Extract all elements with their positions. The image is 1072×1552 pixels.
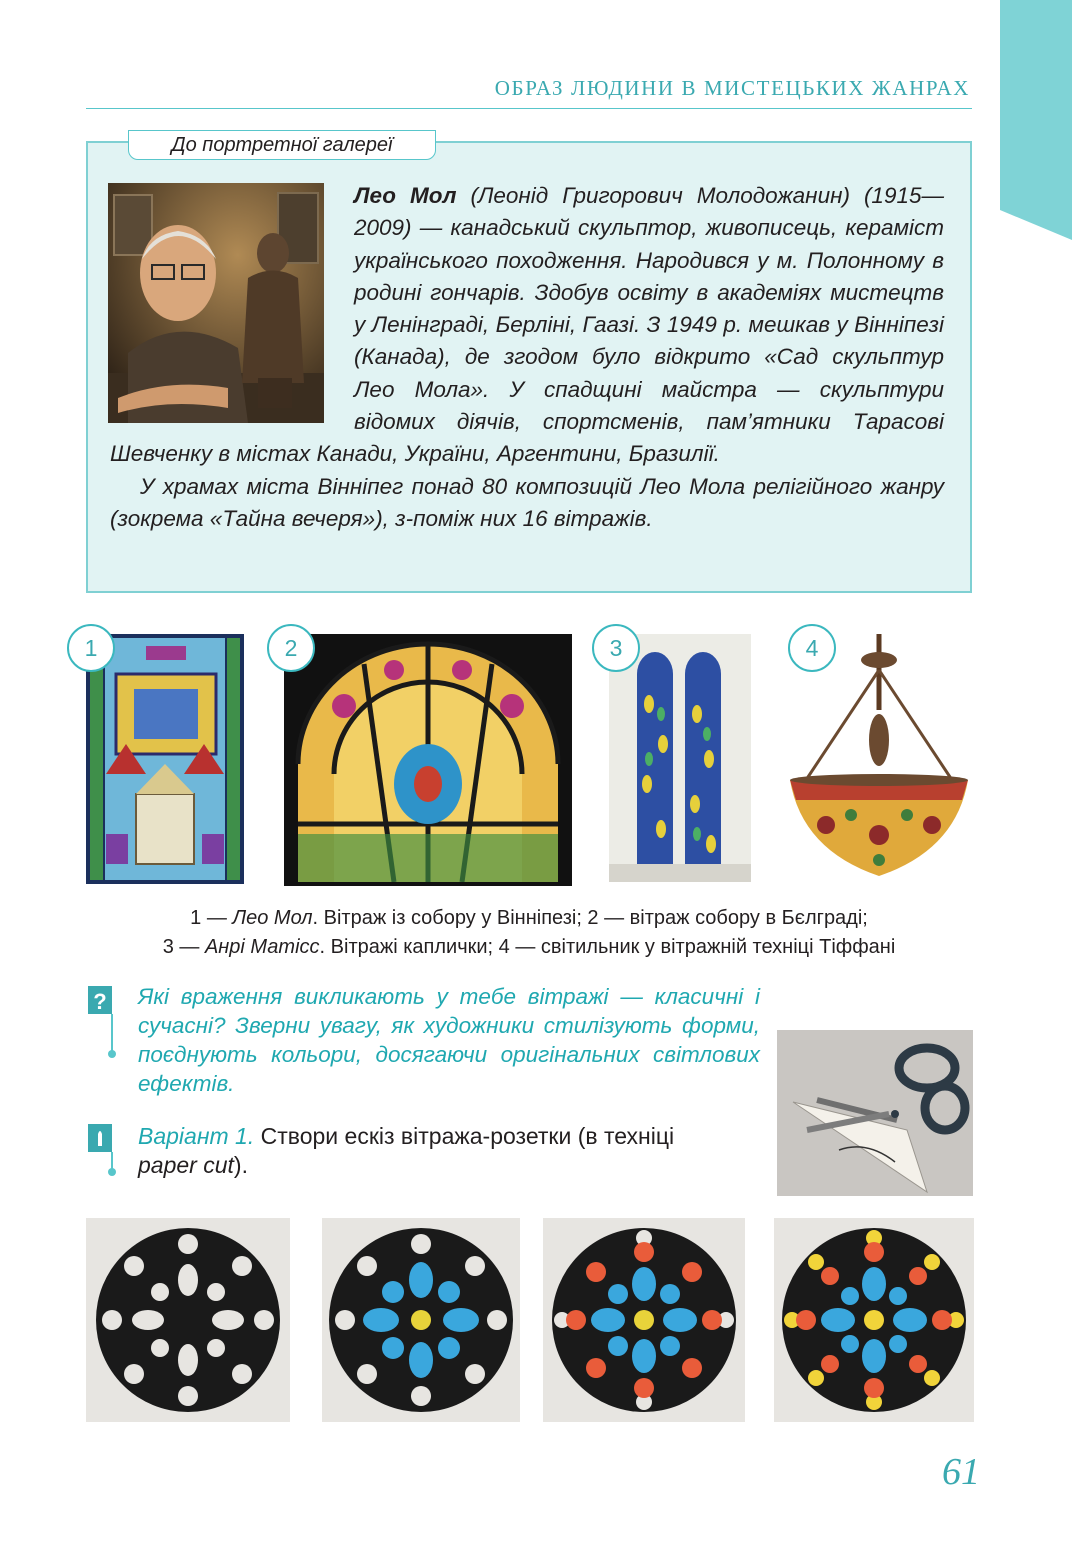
- task-text: [138, 1122, 698, 1180]
- task-instruction: Створи ескіз вітража-розетки (в техніці: [254, 1123, 675, 1149]
- gallery-label: До портретної галереї: [128, 130, 436, 160]
- task-variant: Варіант 1.: [138, 1123, 255, 1149]
- chapter-title: ОБРАЗ ЛЮДИНИ В МИСТЕЦЬКИХ ЖАНРАХ: [494, 76, 970, 100]
- figures-caption: [86, 904, 972, 962]
- figure-3-matisse-chapel-windows: [609, 634, 751, 882]
- scissors-paper-photo: [777, 1030, 973, 1196]
- task-instruction-end: ).: [233, 1152, 248, 1178]
- figure-badge-1: 1: [67, 624, 115, 672]
- figure-2-stained-glass-belgrade: [284, 634, 572, 886]
- bio-paragraph-2-text: У храмах міста Вінніпег понад 80 композицій Лео Мола релігійного жанру (зокрема «Тайна вечеря»), з-поміж них 16 вітражів.: [110, 473, 944, 531]
- sculptor-name: Лео Мол: [354, 183, 457, 208]
- rosette-step-2-photo: [322, 1218, 520, 1422]
- caption-text: . Вітражі каплички; 4 — світильник у вітражній техніці Тіффані: [319, 936, 896, 958]
- bio-text: [110, 180, 944, 535]
- bio-paragraph-2: [110, 471, 944, 536]
- question-icon: [86, 986, 122, 1060]
- caption-line-2: [86, 933, 972, 962]
- figure-badge-2: 2: [267, 624, 315, 672]
- corner-tab: [1000, 0, 1072, 240]
- caption-author: Лео Мол: [232, 907, 313, 929]
- brush-icon: [86, 1124, 122, 1176]
- page-number: 61: [942, 1451, 980, 1493]
- bio-paragraph-1: (Леонід Григорович Молодожанин) (1915—2009) — канадський скульптор, живописець, кераміст українського походження. Народився у м. Полонному в родині гончарів. Здобув освіту в академіях мистецтв у Ленінграді, Берліні, Гаазі. З 1949 р. мешкав у Вінніпезі (Канада), де згодом було відкрито «Сад скульптур Лео Мола». У спадщині майстра — скульптури відомих діячів, спортсменів, пам’ятники Тарасові Шевченку в містах Канади, України, Аргентини, Бразилії.: [110, 183, 944, 467]
- task-technique: paper cut: [138, 1152, 234, 1178]
- figure-badge-4: 4: [788, 624, 836, 672]
- caption-text: . Вітраж із собору у Вінніпезі; 2 — вітраж собору в Бєлграді;: [312, 907, 868, 929]
- figure-1-stained-glass-winnipeg: [86, 634, 244, 884]
- caption-line-1: [86, 904, 972, 933]
- running-header: [86, 70, 972, 109]
- caption-number: 1 —: [190, 907, 233, 929]
- figure-badge-3: 3: [592, 624, 640, 672]
- rosette-step-3-photo: [543, 1218, 745, 1422]
- rosette-step-1-photo: [86, 1218, 290, 1422]
- caption-author: Анрі Матісс: [204, 936, 320, 958]
- svg-text:?: ?: [93, 989, 107, 1014]
- rosette-step-4-photo: [774, 1218, 974, 1422]
- caption-number: 3 —: [162, 936, 205, 958]
- question-text: Які враження викликають у тебе вітражі — класичні і сучасні? Зверни увагу, як художники стилізують форми, поєднують кольори, досягаючи оригінальних світлових ефектів.: [138, 984, 760, 1096]
